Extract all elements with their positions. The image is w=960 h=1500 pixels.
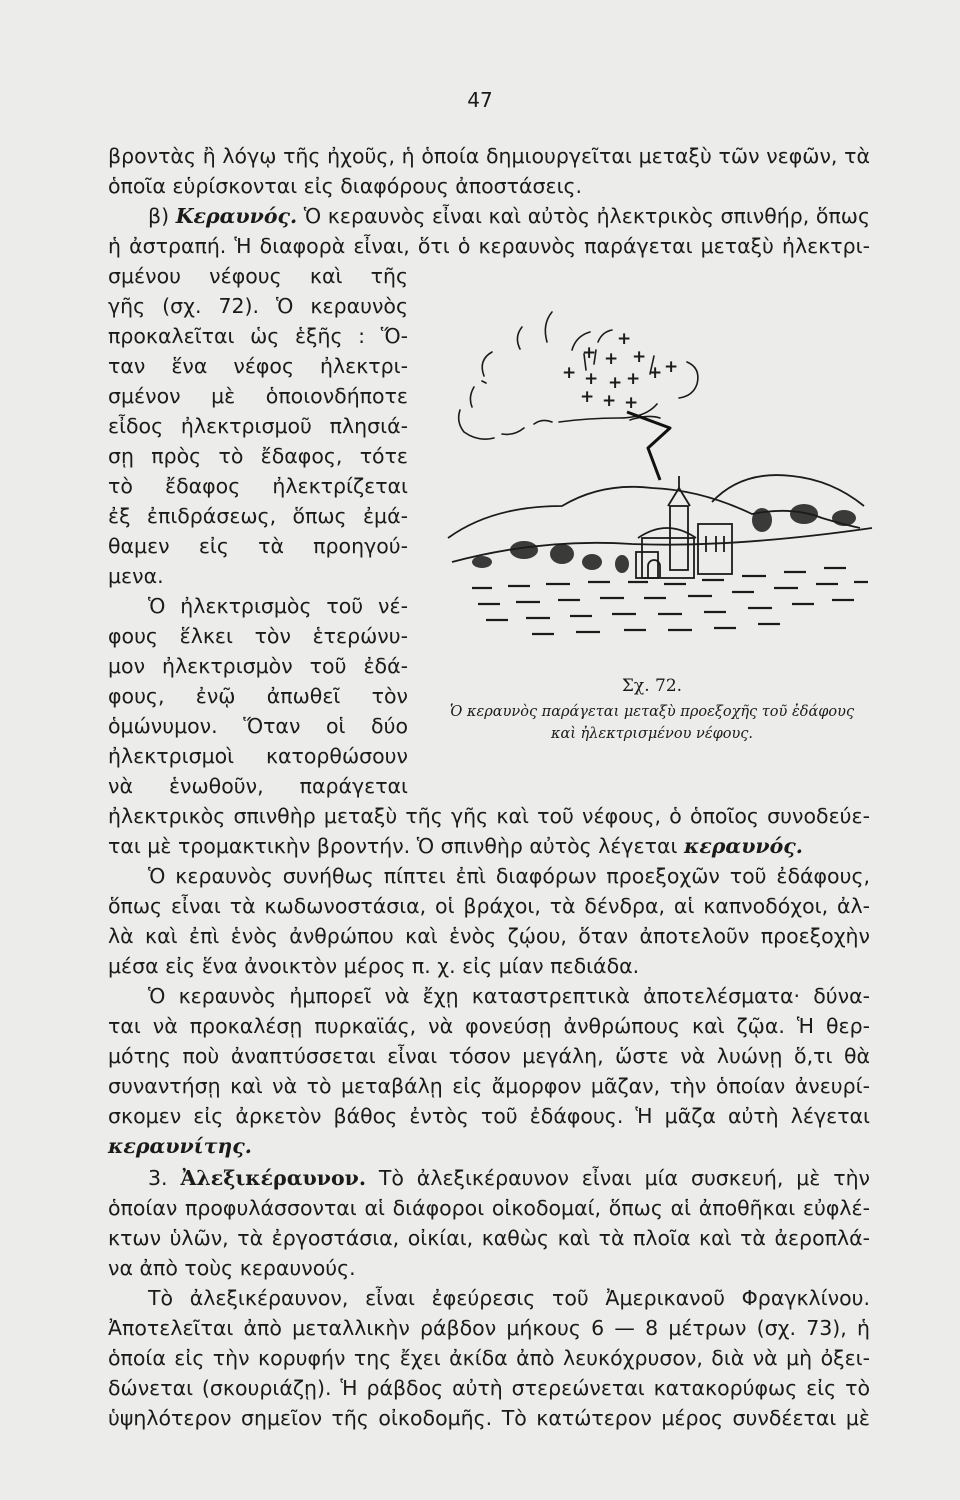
text-line: μότης ποὺ ἀναπτύσσεται εἶναι τόσον μεγάλη, ὥστε νὰ λυώνῃ ὅ,τι θὰ xyxy=(108,1044,870,1068)
text-line: τὸ ἔδαφος ἠλεκτρίζεται xyxy=(108,474,408,498)
section-text: Τὸ ἀλεξικέραυνον εἶναι μία συσκευή, μὲ τὴν xyxy=(365,1166,871,1190)
text-line: ἠλεκτρισμοὶ κατορθώσουν xyxy=(108,744,408,768)
text-line: Ὁ κεραυνὸς ἠμπορεῖ νὰ ἔχῃ καταστρεπτικὰ ἀποτελέσματα· δύνα- xyxy=(148,984,870,1008)
text-span: ται μὲ τρομακτικὴν βροντήν. Ὁ σπινθὴρ αὐτὸς λέγεται xyxy=(108,834,684,858)
text-line: γῆς (σχ. 72). Ὁ κεραυνὸς xyxy=(108,294,408,318)
section-text: Ὁ κεραυνὸς εἶναι καὶ αὐτὸς ἠλεκτρικὸς σπινθήρ, ὅπως xyxy=(297,204,870,228)
lightning-bolt xyxy=(627,412,670,480)
text-line: μέσα εἰς ἕνα ἀνοικτὸν μέρος π. χ. εἰς μίαν πεδιάδα. xyxy=(108,954,640,978)
text-line: ἠλεκτρικὸς σπινθὴρ μεταξὺ τῆς γῆς καὶ τοῦ νέφους, ὁ ὁποῖος συνοδεύε- xyxy=(108,804,870,828)
plus-sign: + xyxy=(608,373,623,393)
text-line: σῃ πρὸς τὸ ἔδαφος, τότε xyxy=(108,444,408,468)
text-line: θαμεν εἰς τὰ προηγού- xyxy=(108,534,408,558)
text-line: ὁποῖα εὑρίσκονται εἰς διαφόρους ἀποστάσεις. xyxy=(108,174,583,198)
text-line: Ἀποτελεῖται ἀπὸ μεταλλικὴν ράβδον μήκους 6 — 8 μέτρων (σχ. 73), ἡ xyxy=(108,1316,870,1340)
text-line: ταν ἕνα νέφος ἠλεκτρι- xyxy=(108,354,408,378)
section-term: Ἀλεξικέραυνον. xyxy=(180,1166,366,1190)
text-line: προκαλεῖται ὡς ἑξῆς : Ὅ- xyxy=(108,324,408,348)
text-line: σκομεν εἰς ἀρκετὸν βάθος ἐντὸς τοῦ ἐδάφους. Ἡ μᾶζα αὐτὴ λέγεται xyxy=(108,1104,870,1128)
text-line: συναντήσῃ καὶ νὰ τὸ μεταβάλῃ εἰς ἄμορφον μᾶζαν, τὴν ὁποίαν ἀνευρί- xyxy=(108,1074,870,1098)
plus-sign: + xyxy=(580,387,595,407)
text-line: ἡ ἀστραπή. Ἡ διαφορὰ εἶναι, ὅτι ὁ κεραυνὸς παράγεται μεταξὺ ἠλεκτρι- xyxy=(108,234,870,258)
plus-sign: + xyxy=(602,391,617,411)
text-line: ὁποίαν προφυλάσσονται αἱ διάφοροι οἰκοδομαί, ὅπως αἱ ἀποθῆκαι εὐφλέ- xyxy=(108,1196,870,1220)
plus-sign: + xyxy=(632,347,647,367)
text-line: σμένου νέφους καὶ τῆς xyxy=(108,264,408,288)
plus-sign: + xyxy=(584,369,599,389)
figure-caption: Ὁ κεραυνὸς παράγεται μεταξὺ προεξοχῆς τοῦ ἐδάφους xyxy=(449,704,855,720)
text-line: δώνεται (σκουριάζῃ). Ἡ ράβδος αὐτὴ στερεώνεται κατακορύφως εἰς τὸ xyxy=(108,1376,870,1400)
charge-plus-signs xyxy=(562,329,678,413)
plus-sign: + xyxy=(664,357,679,377)
section-heading-line xyxy=(108,1164,870,1192)
text-line: Ὁ κεραυνὸς συνήθως πίπτει ἐπὶ διαφόρων προεξοχῶν τοῦ ἐδάφους, xyxy=(148,864,870,888)
text-line: νὰ ἑνωθοῦν, παράγεται xyxy=(108,774,408,798)
plus-sign: + xyxy=(648,363,663,383)
term-keraunos: κεραυνός. xyxy=(683,834,803,858)
plus-sign: + xyxy=(626,369,641,389)
text-line: βροντὰς ἢ λόγῳ τῆς ἠχοῦς, ἡ ὁποία δημιουργεῖται μεταξὺ τῶν νεφῶν, τὰ xyxy=(108,144,870,168)
term-keraunitis: κεραυνίτης. xyxy=(108,1134,252,1158)
plus-sign: + xyxy=(562,363,577,383)
text-line: Τὸ ἀλεξικέραυνον, εἶναι ἐφεύρεσις τοῦ Ἀμερικανοῦ Φραγκλίνου. xyxy=(148,1286,870,1310)
plus-sign: + xyxy=(624,393,639,413)
text-line: να ἀπὸ τοὺς κεραυνούς. xyxy=(108,1256,356,1280)
section-heading-line xyxy=(108,202,870,230)
text-line: φους, ἐνῷ ἀπωθεῖ τὸν xyxy=(108,684,408,708)
figure-label: Σχ. 72. xyxy=(621,676,683,696)
section-term: Κεραυνός. xyxy=(175,204,298,228)
lightning-illustration xyxy=(412,292,882,672)
plus-sign: + xyxy=(604,349,619,369)
section-number: 3. xyxy=(148,1166,181,1190)
text-line: εἶδος ἠλεκτρισμοῦ πλησιά- xyxy=(108,414,408,438)
text-line: φους ἕλκει τὸν ἑτερώνυ- xyxy=(108,624,408,648)
text-line xyxy=(108,1132,870,1160)
text-line: ὅπως εἶναι τὰ κωδωνοστάσια, οἱ βράχοι, τὰ δένδρα, αἱ καπνοδόχοι, ἀλ- xyxy=(108,894,870,918)
plus-sign: + xyxy=(582,343,597,363)
text-line: μον ἠλεκτρισμὸν τοῦ ἐδά- xyxy=(108,654,408,678)
text-line: σμένον μὲ ὁποιονδήποτε xyxy=(108,384,408,408)
section-letter: β) xyxy=(148,204,176,228)
text-line xyxy=(108,832,870,860)
text-line: κτων ὑλῶν, τὰ ἐργοστάσια, οἰκίαι, καθὼς καὶ τὰ πλοῖα καὶ τὰ ἀεροπλά- xyxy=(108,1226,870,1250)
plus-sign: + xyxy=(617,329,632,349)
text-line: ται νὰ προκαλέσῃ πυρκαϊάς, νὰ φονεύσῃ ἀνθρώπους καὶ ζῷα. Ἡ θερ- xyxy=(108,1014,870,1038)
figure-caption: καὶ ἠλεκτρισμένου νέφους. xyxy=(550,726,754,742)
text-line: ὁποία εἰς τὴν κορυφήν της ἔχει ἀκίδα ἀπὸ λευκόχρυσον, διὰ νὰ μὴ ὀξει- xyxy=(108,1346,870,1370)
text-line: ὁμώνυμον. Ὅταν οἱ δύο xyxy=(108,714,408,738)
page-number: 47 xyxy=(467,88,493,112)
text-line: μενα. xyxy=(108,564,164,588)
text-line: ἐξ ἐπιδράσεως, ὅπως ἐμά- xyxy=(108,504,408,528)
text-line: Ὁ ἠλεκτρισμὸς τοῦ νέ- xyxy=(148,594,408,618)
text-line: λὰ καὶ ἐπὶ ἑνὸς ἀνθρώπου καὶ ἑνὸς ζῴου, ὅταν ἀποτελοῦν προεξοχὴν xyxy=(108,924,870,948)
text-line: ὑψηλότερον σημεῖον τῆς οἰκοδομῆς. Τὸ κατώτερον μέρος συνδέεται μὲ xyxy=(108,1406,870,1430)
